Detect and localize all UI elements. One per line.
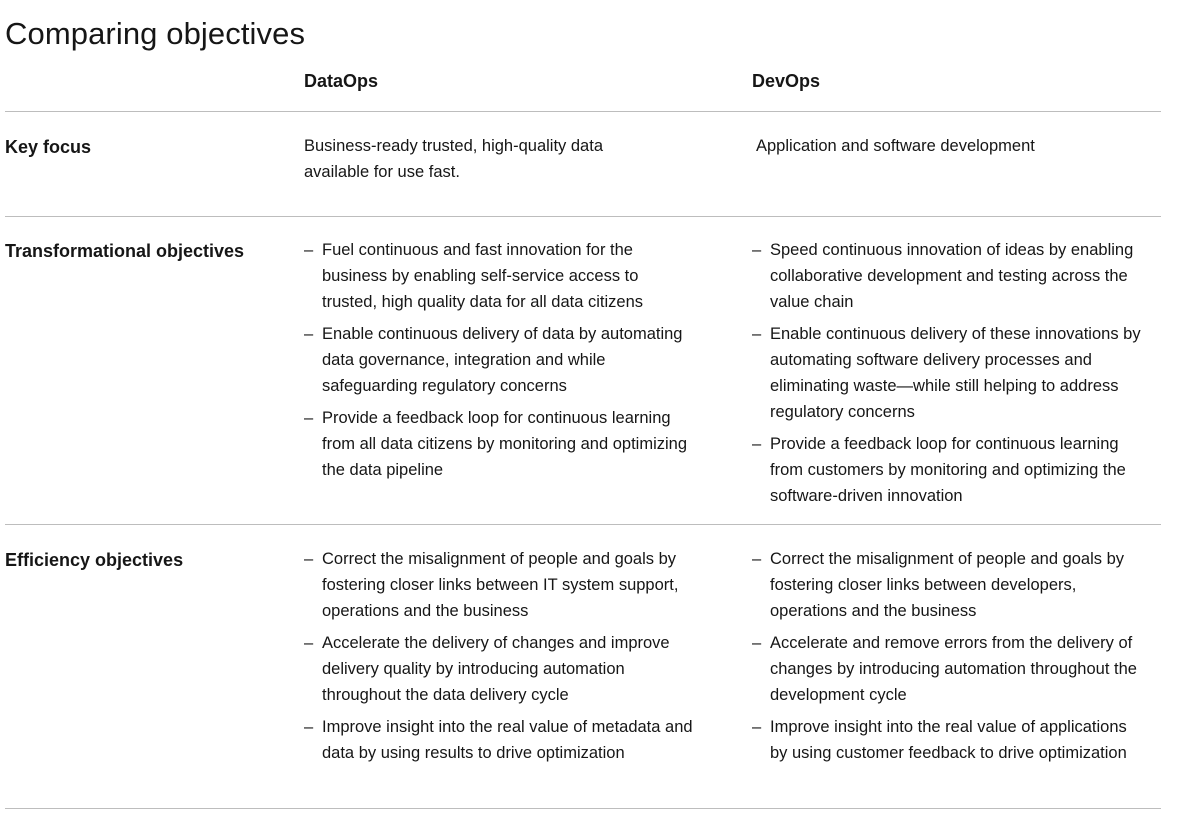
list-item-text: Improve insight into the real value of applications by using customer feedback to drive optimization [770, 718, 1127, 762]
dash-bullet-icon: – [752, 634, 762, 652]
divider [5, 808, 1161, 809]
key-focus-devops: Application and software development [756, 137, 1035, 155]
dash-bullet-icon: – [304, 634, 314, 652]
column-header-dataops: DataOps [304, 71, 379, 91]
list-item [304, 714, 696, 766]
list-item [752, 714, 1147, 766]
list-item-text: Improve insight into the real value of metadata and data by using results to drive optimization [322, 718, 693, 762]
list-item-text: Accelerate and remove errors from the delivery of changes by introducing automation throughout the development cycle [770, 634, 1137, 704]
divider [5, 216, 1161, 217]
list-item [304, 237, 696, 315]
list-item-text: Accelerate the delivery of changes and improve delivery quality by introducing automation throughout the data delivery cycle [322, 634, 670, 704]
list-item [304, 321, 696, 399]
row-label-transformational-objectives: Transformational objectives [5, 241, 245, 261]
list-item-text: Correct the misalignment of people and goals by fostering closer links between IT system support, operations and the business [322, 550, 679, 620]
row-label-key-focus: Key focus [5, 137, 92, 157]
list-item [304, 630, 696, 708]
dash-bullet-icon: – [752, 718, 762, 736]
dash-bullet-icon: – [304, 325, 314, 343]
dash-bullet-icon: – [752, 325, 762, 343]
transformational-devops-list [752, 237, 1147, 515]
column-header-devops: DevOps [752, 71, 821, 91]
page-title: Comparing objectives [5, 16, 306, 51]
list-item [752, 237, 1147, 315]
list-item [304, 546, 696, 624]
dash-bullet-icon: – [304, 409, 314, 427]
efficiency-dataops-list [304, 546, 696, 772]
list-item [304, 405, 696, 483]
list-item [752, 321, 1147, 425]
dash-bullet-icon: – [304, 550, 314, 568]
key-focus-dataops: Business-ready trusted, high-quality data available for use fast. [304, 137, 603, 181]
dash-bullet-icon: – [752, 550, 762, 568]
row-label-efficiency-objectives: Efficiency objectives [5, 550, 184, 570]
transformational-dataops-list [304, 237, 696, 489]
efficiency-devops-list [752, 546, 1147, 772]
list-item [752, 630, 1147, 708]
list-item-text: Fuel continuous and fast innovation for the business by enabling self-service access to trusted, high quality data for all data citizens [322, 241, 644, 311]
dash-bullet-icon: – [304, 718, 314, 736]
divider [5, 111, 1161, 112]
dash-bullet-icon: – [752, 241, 762, 259]
list-item-text: Provide a feedback loop for continuous learning from customers by monitoring and optimizing the software-driven innovation [770, 435, 1126, 505]
list-item-text: Enable continuous delivery of data by automating data governance, integration and while safeguarding regulatory concerns [322, 325, 683, 395]
divider [5, 524, 1161, 525]
dash-bullet-icon: – [304, 241, 314, 259]
list-item [752, 546, 1147, 624]
list-item-text: Enable continuous delivery of these innovations by automating software delivery processes and eliminating waste—while still helping to address regulatory concerns [770, 325, 1141, 421]
dash-bullet-icon: – [752, 435, 762, 453]
list-item-text: Speed continuous innovation of ideas by enabling collaborative development and testing across the value chain [770, 241, 1134, 311]
list-item-text: Correct the misalignment of people and goals by fostering closer links between developers, operations and the business [770, 550, 1125, 620]
list-item-text: Provide a feedback loop for continuous learning from all data citizens by monitoring and optimizing the data pipeline [322, 409, 688, 479]
list-item [752, 431, 1147, 509]
